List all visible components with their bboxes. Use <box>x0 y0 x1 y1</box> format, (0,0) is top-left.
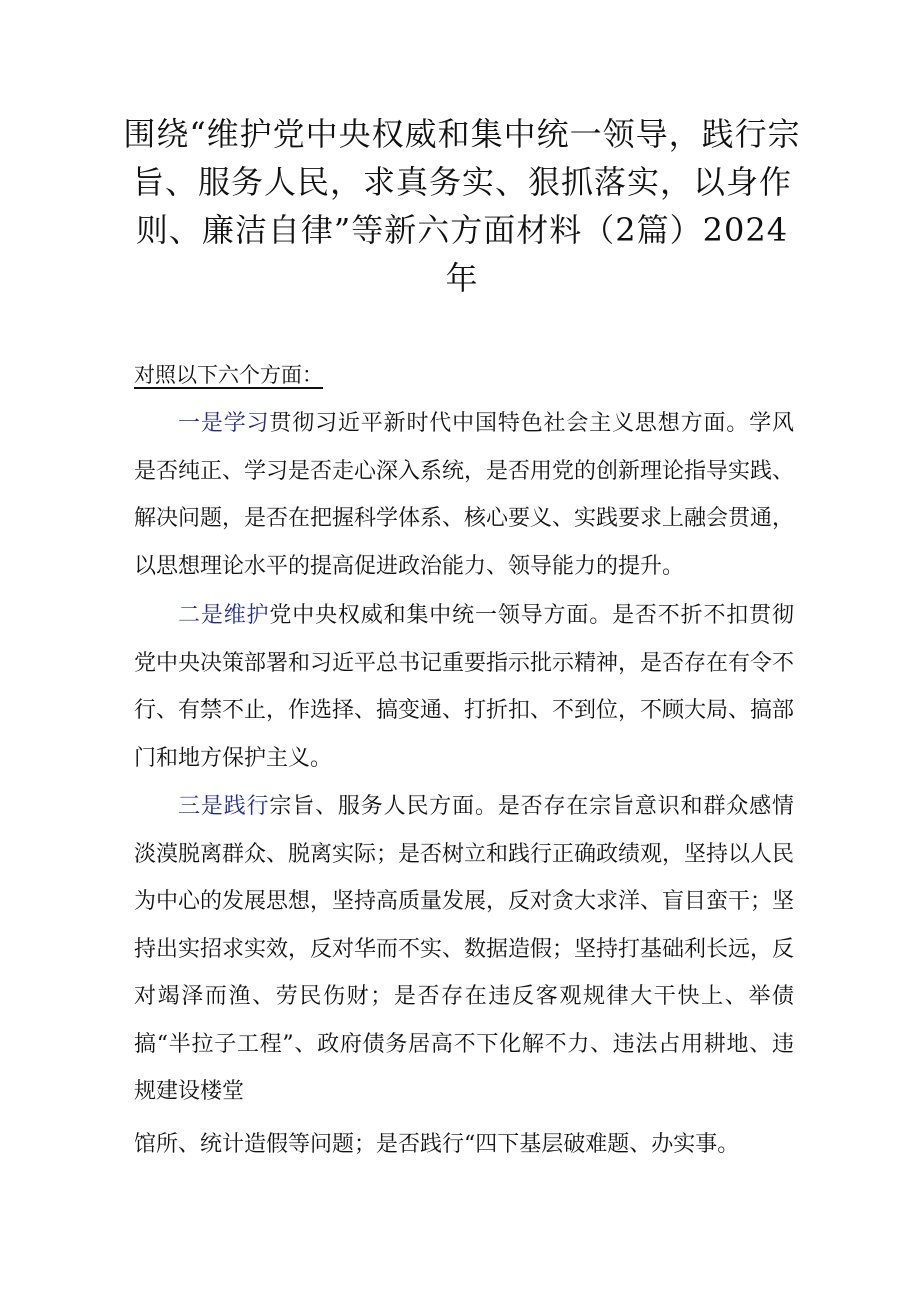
section-text-2: 党中央权威和集中统一领导方面。是否不折不扣贯彻党中央决策部署和习近平总书记重要指示批示精神，是否存在有令不行、有禁不止，作选择、搞变通、打折扣、不到位，不顾大局、搞部门和地方保护主义。 <box>134 603 795 771</box>
intro-line: 对照以下六个方面： <box>134 363 323 387</box>
section-paragraph-3 <box>134 783 794 1116</box>
section-lead-3: 三是践行 <box>178 794 270 819</box>
section-lead-1: 一是学习 <box>178 411 270 436</box>
section-lead-2: 二是维护 <box>178 603 270 628</box>
section-paragraph-2 <box>134 592 794 782</box>
section-paragraph-1 <box>134 400 794 590</box>
section-text-3: 宗旨、服务人民方面。是否存在宗旨意识和群众感情淡漠脱离群众、脱离实际；是否树立和践行正确政绩观，坚持以人民为中心的发展思想，坚持高质量发展，反对贪大求洋、盲目蛮干；坚持出实招求实效，反对华而不实、数据造假；坚持打基础利长远，反对竭泽而渔、劳民伤财；是否存在违反客观规律大干快上、举债搞“半拉子工程”、政府债务居高不下化解不力、违法占用耕地、违规建设楼堂 <box>134 794 795 1104</box>
section-text-1: 贯彻习近平新时代中国特色社会主义思想方面。学风是否纯正、学习是否走心深入系统，是否用党的创新理论指导实践、解决问题，是否在把握科学体系、核心要义、实践要求上融会贯通，以思想理论水平的提高促进政治能力、领导能力的提升。 <box>134 411 795 579</box>
document-title: 围绕“维护党中央权威和集中统一领导，践行宗旨、服务人民，求真务实、狠抓落实，以身作则、廉洁自律”等新六方面材料（2篇）2024年 <box>123 115 801 297</box>
continuation-line: 馆所、统计造假等问题；是否践行“四下基层破难题、办实事。 <box>134 1132 740 1157</box>
